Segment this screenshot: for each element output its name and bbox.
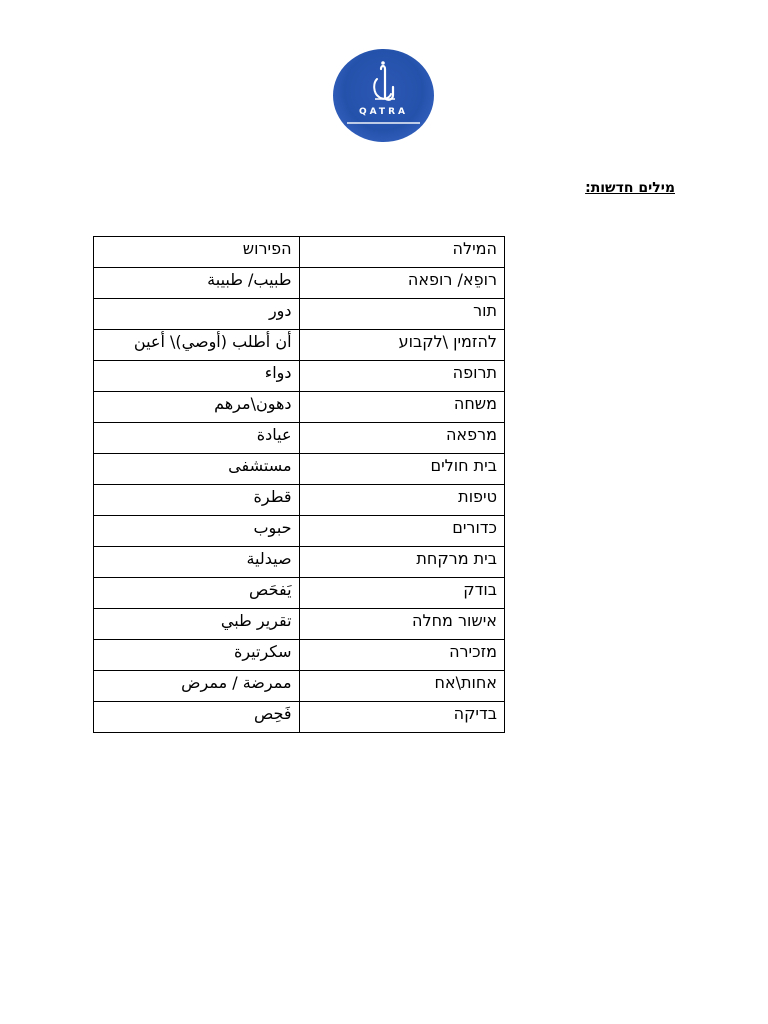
qatra-emblem-icon [333,49,434,142]
cell-meaning: حبوب [94,516,300,547]
table-row [94,392,505,423]
table-row [94,361,505,392]
cell-word: תרופה [299,361,504,392]
cell-word: מרפאה [299,423,504,454]
table-row [94,299,505,330]
table-row [94,485,505,516]
cell-word: אישור מחלה [299,609,504,640]
table-row [94,454,505,485]
cell-word: תור [299,299,504,330]
table-row [94,609,505,640]
cell-word: להזמין \לקבוע [299,330,504,361]
table-row [94,423,505,454]
cell-word: בדיקה [299,702,504,733]
cell-meaning: تقرير طبي [94,609,300,640]
cell-word: בודק [299,578,504,609]
cell-meaning: قطرة [94,485,300,516]
cell-meaning: فَحِص [94,702,300,733]
cell-word: טיפות [299,485,504,516]
logo-wordmark: QATRA [359,107,408,117]
cell-meaning: عيادة [94,423,300,454]
cell-meaning: دهون\مرهم [94,392,300,423]
cell-word: בית חולים [299,454,504,485]
table-row [94,516,505,547]
table-row [94,578,505,609]
cell-word: אחות\אח [299,671,504,702]
table-row [94,330,505,361]
table-header-row [94,237,505,268]
cell-meaning: سكرتيرة [94,640,300,671]
table-row [94,671,505,702]
header-meaning: הפירוש [94,237,300,268]
cell-meaning: دواء [94,361,300,392]
table-row [94,547,505,578]
cell-meaning: طبيب/ طبيبة [94,268,300,299]
cell-word: בית מרקחת [299,547,504,578]
page-heading: מילים חדשות: [585,180,675,196]
table-row [94,640,505,671]
cell-word: משחה [299,392,504,423]
table-row [94,268,505,299]
table-row [94,702,505,733]
vocabulary-table [93,236,505,733]
qatra-logo [333,49,434,142]
header-word: המילה [299,237,504,268]
cell-word: כדורים [299,516,504,547]
cell-meaning: أن أطلب (أوصي)\ أعين [94,330,300,361]
cell-meaning: مستشفى [94,454,300,485]
logo-tagline-stroke [347,122,420,124]
cell-word: רופֵא/ רופאה [299,268,504,299]
cell-meaning: ممرضة / ممرض [94,671,300,702]
cell-meaning: دور [94,299,300,330]
cell-meaning: صيدلية [94,547,300,578]
cell-word: מזכירה [299,640,504,671]
cell-meaning: يَفحَص [94,578,300,609]
